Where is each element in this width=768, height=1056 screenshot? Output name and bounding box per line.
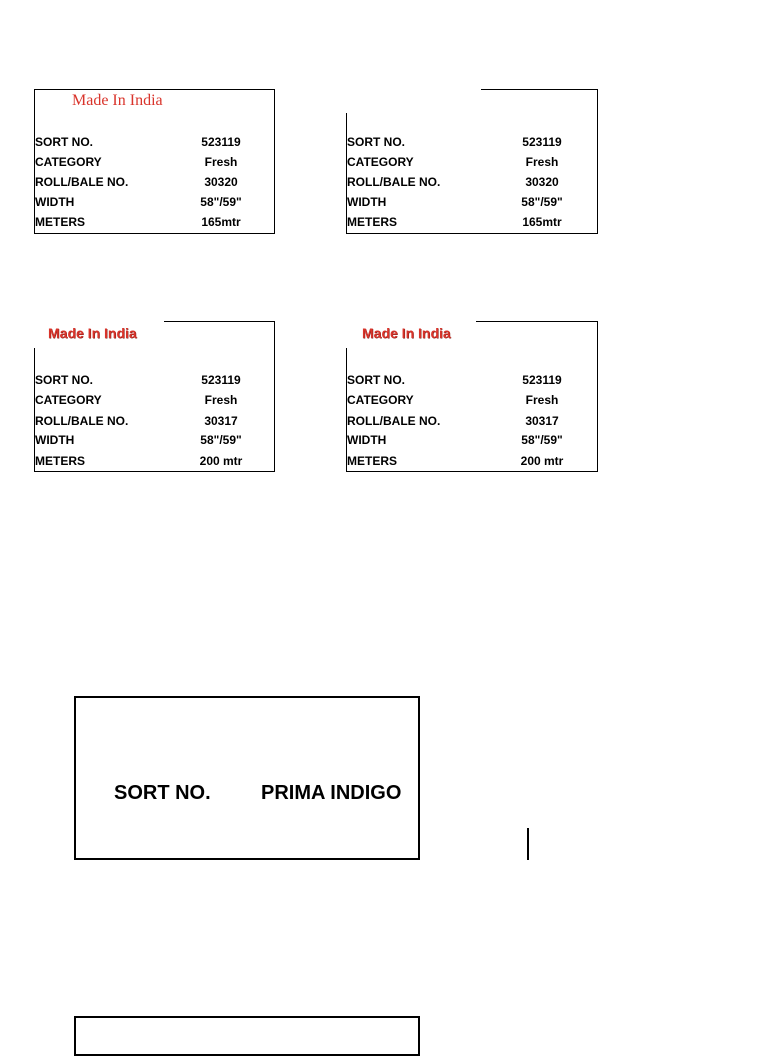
row-value: Fresh (204, 155, 238, 169)
row-key: CATEGORY (35, 155, 102, 169)
row-key: METERS (347, 215, 398, 229)
row-value: Fresh (525, 155, 559, 169)
big-sort-key: SORT NO. (114, 782, 211, 804)
row-roll-bale-no (347, 175, 587, 195)
label-card-3 (34, 321, 275, 472)
row-value: 58"/59" (521, 195, 563, 209)
label-card-4 (346, 321, 598, 472)
row-key: METERS (347, 454, 398, 468)
made-in-india-title: Made In India (362, 325, 451, 341)
row-value: 58"/59" (521, 433, 563, 447)
row-key: METERS (35, 215, 86, 229)
row-key: ROLL/BALE NO. (35, 414, 129, 428)
row-width (347, 433, 587, 453)
row-key: SORT NO. (35, 373, 94, 387)
row-value: 523119 (201, 135, 241, 149)
text-cursor (527, 828, 529, 860)
row-value: 523119 (522, 135, 562, 149)
row-key: CATEGORY (35, 393, 102, 407)
row-value: 30320 (525, 175, 559, 189)
row-meters (35, 215, 275, 235)
row-value: 523119 (522, 373, 562, 387)
row-value: Fresh (525, 393, 559, 407)
row-category (35, 155, 275, 175)
row-sort-no (35, 135, 275, 155)
row-width (35, 195, 275, 215)
row-key: WIDTH (347, 195, 387, 209)
row-value: 165mtr (201, 215, 241, 229)
row-value: 30317 (204, 414, 238, 428)
row-key: ROLL/BALE NO. (35, 175, 129, 189)
row-value: 58"/59" (200, 433, 242, 447)
row-roll-bale-no (35, 414, 275, 434)
row-key: CATEGORY (347, 155, 414, 169)
row-sort-no (347, 135, 587, 155)
row-meters (35, 454, 275, 474)
big-sort-label (74, 696, 420, 860)
big-sort-value: PRIMA INDIGO (261, 782, 402, 804)
row-value: 200 mtr (199, 454, 243, 468)
row-width (347, 195, 587, 215)
row-value: 523119 (201, 373, 241, 387)
row-sort-no (347, 373, 587, 393)
row-key: ROLL/BALE NO. (347, 175, 441, 189)
row-category (347, 155, 587, 175)
row-value: 30320 (204, 175, 238, 189)
row-sort-no (35, 373, 275, 393)
row-key: WIDTH (347, 433, 387, 447)
row-key: WIDTH (35, 195, 75, 209)
label-card-2 (346, 89, 598, 234)
row-value: 30317 (525, 414, 559, 428)
row-key: WIDTH (35, 433, 75, 447)
row-key: SORT NO. (347, 373, 406, 387)
made-in-india-title: Made In India (72, 92, 163, 109)
row-category (35, 393, 275, 413)
row-roll-bale-no (35, 175, 275, 195)
row-meters (347, 454, 587, 474)
row-key: SORT NO. (347, 135, 406, 149)
row-value: Fresh (204, 393, 238, 407)
row-value: 165mtr (522, 215, 562, 229)
row-category (347, 393, 587, 413)
row-width (35, 433, 275, 453)
row-key: METERS (35, 454, 86, 468)
row-value: 58"/59" (200, 195, 242, 209)
row-key: CATEGORY (347, 393, 414, 407)
row-meters (347, 215, 587, 235)
made-in-india-title: Made In India (48, 325, 137, 341)
bottom-box-partial (74, 1016, 420, 1056)
row-key: ROLL/BALE NO. (347, 414, 441, 428)
row-roll-bale-no (347, 414, 587, 434)
row-value: 200 mtr (520, 454, 564, 468)
row-key: SORT NO. (35, 135, 94, 149)
label-card-1 (34, 89, 275, 234)
